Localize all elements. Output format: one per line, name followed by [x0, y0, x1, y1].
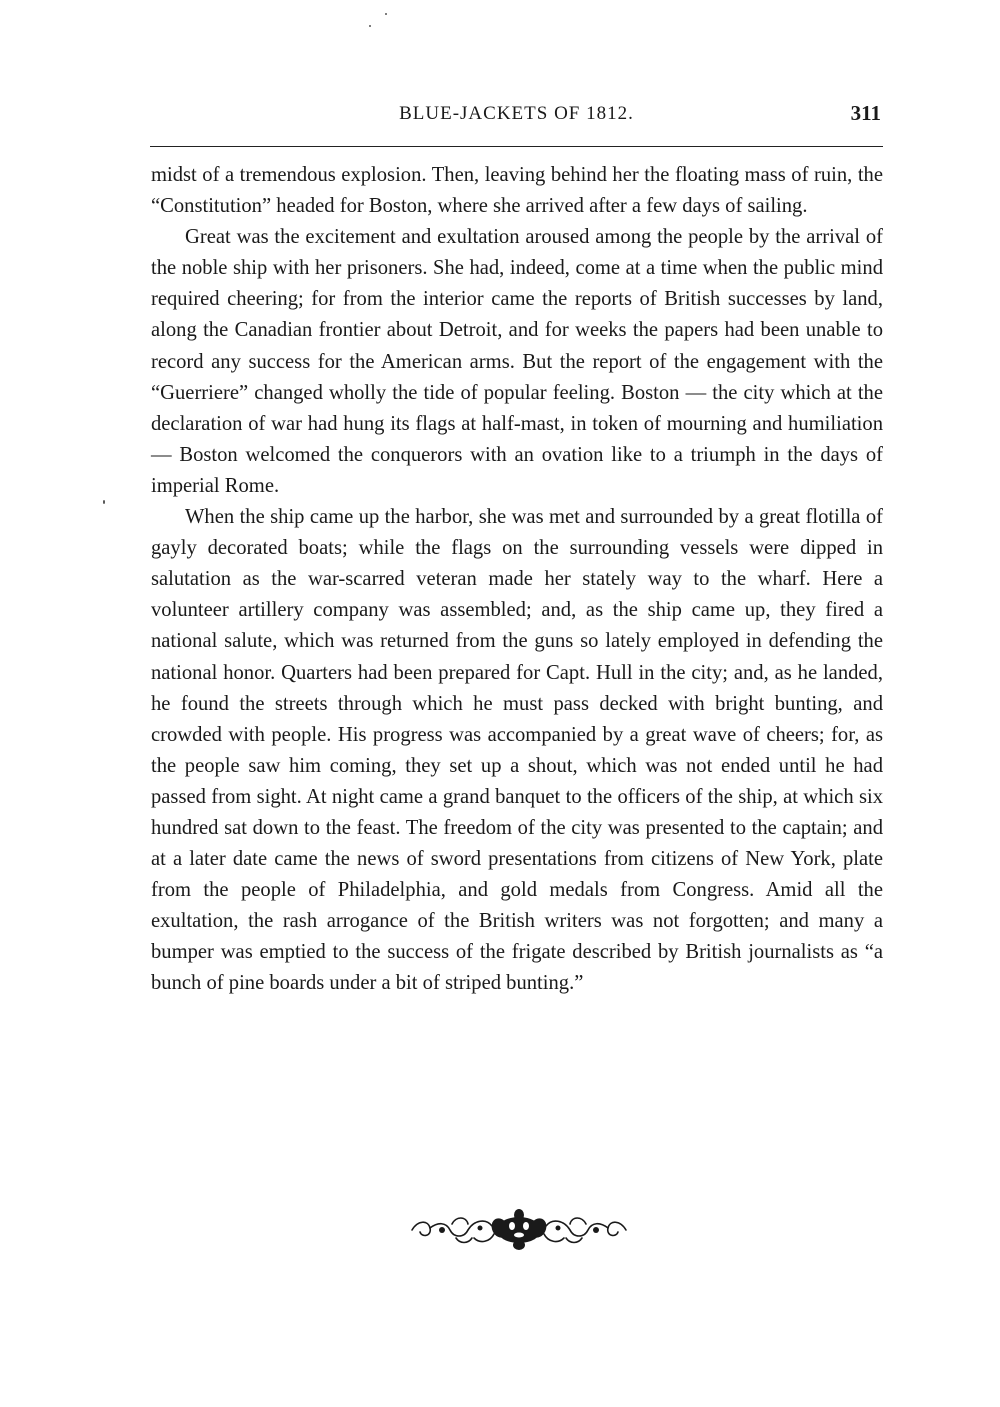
page-number: 311 — [850, 101, 881, 125]
running-title: BLUE-JACKETS OF 1812. — [399, 103, 634, 124]
paragraph-continuation: midst of a tremendous explosion. Then, leaving behind her the floating mass of ruin, the “Constitution” headed for Boston, where she arrived after a few days of sailing. — [151, 164, 883, 218]
running-head — [150, 103, 883, 133]
body-text — [151, 160, 883, 1000]
print-speck — [385, 13, 387, 15]
floral-tailpiece-icon — [408, 1208, 630, 1252]
header-rule — [150, 146, 883, 147]
paragraph-arrival: Great was the excitement and exultation aroused among the people by the arrival of the noble ship with her prisoners. She had, indeed, come at a time when the public mind required cheering; for from the interior came the reports of British successes by land, along the Canadian frontier about Detroit, and for weeks the papers had been unable to record any success for the American arms. But the report of the engagement with the “Guerriere” changed wholly the tide of popular feeling. Boston — the city which at the declaration of war had hung its flags at half-mast, in token of mourning and humiliation — Boston welcomed the conquerors with an ovation like to a triumph in the days of imperial Rome. — [151, 226, 883, 497]
print-speck — [369, 25, 371, 27]
paragraph-celebration: When the ship came up the harbor, she was met and surrounded by a great flotilla of gayly decorated boats; while the flags on the surrounding vessels were dipped in salutation as the war-scarred veteran made her stately way to the wharf. Here a volunteer artillery company was assembled; and, as the ship came up, they fired a national salute, which was returned from the guns so lately employed in defending the national honor. Quarters had been prepared for Capt. Hull in the city; and, as he landed, he found the streets through which he must pass decked with bright bunting, and crowded with people. His progress was accompanied by a great wave of cheers; for, as the people saw him coming, they set up a shout, which was not ended until he had passed from sight. At night came a grand banquet to the officers of the ship, at which six hundred sat down to the feast. The freedom of the city was presented to the captain; and at a later date came the news of sword presentations from citizens of New York, plate from the people of Philadelphia, and gold medals from Congress. Amid all the exultation, the rash arrogance of the British writers was not forgotten; and many a bumper was emptied to the success of the frigate described by British journalists as “a bunch of pine boards under a bit of striped bunting.” — [151, 506, 883, 995]
print-speck — [103, 500, 105, 504]
